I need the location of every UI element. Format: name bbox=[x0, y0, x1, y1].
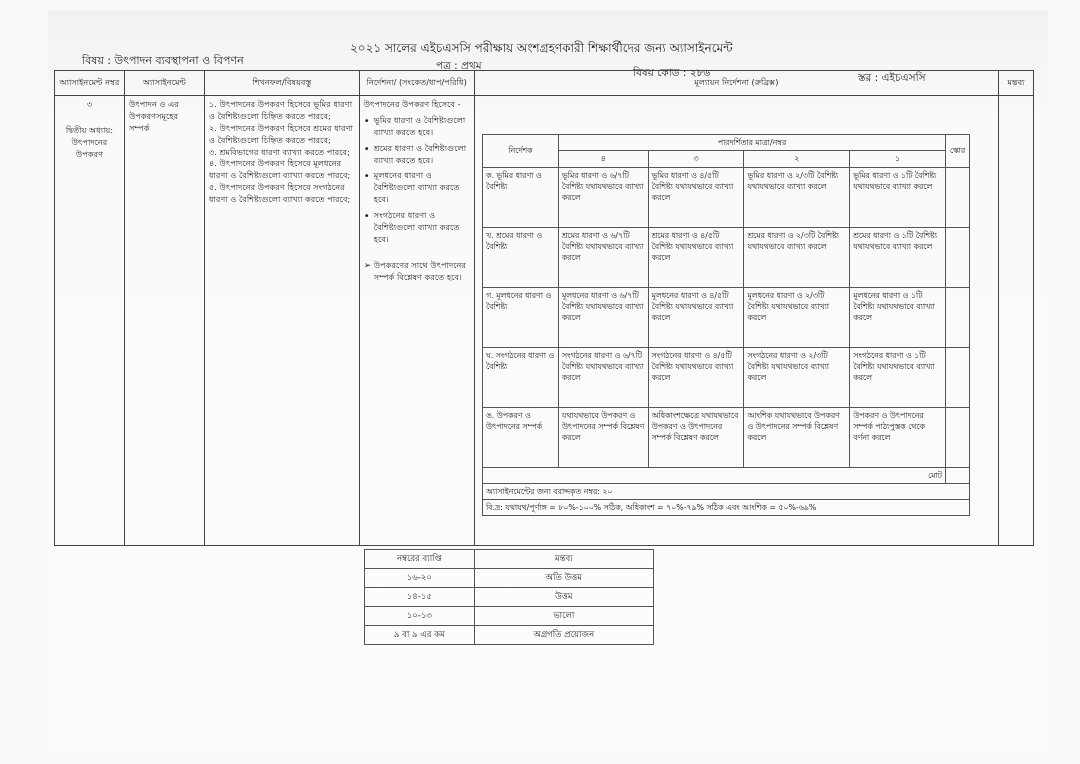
rubric-indicator-header: নির্দেশক bbox=[483, 135, 559, 168]
assignment-no-cell bbox=[55, 96, 125, 546]
header-assignment-no: অ্যাসাইনমেন্ট নম্বর bbox=[55, 71, 125, 96]
rubric-cell: সংগঠনের ধারণা ও ৪/৫টি বৈশিষ্ট্য যথাযথভাবে ব্যাখ্যা করলে bbox=[648, 347, 744, 407]
outcomes-cell bbox=[204, 96, 359, 546]
grade-remark: ভালো bbox=[474, 607, 653, 626]
rubric-indicator: ক. ভূমির ধারণা ও বৈশিষ্ট্য bbox=[483, 167, 559, 227]
rubric-indicator: ঙ. উপকরণ ও উৎপাদনের সম্পর্ক bbox=[483, 407, 559, 467]
rubric-indicator: খ. শ্রমের ধারণা ও বৈশিষ্ট্য bbox=[483, 227, 559, 287]
rubric-cell: ভূমির ধারণা ও ১টি বৈশিষ্ট্য যথাযথভাবে ব্যাখ্যা করলে bbox=[850, 167, 946, 227]
rubric-cell: সংগঠনের ধারণা ও ১টি বৈশিষ্ট্য যথাযথভাবে ব্যাখ্যা করলে bbox=[850, 347, 946, 407]
instruction-item: • সংগঠনের ধারণা ও বৈশিষ্ট্যগুলো ব্যাখ্যা করতে হবে। bbox=[364, 210, 470, 246]
grade-range: ৯ বা ৯ এর কম bbox=[365, 626, 475, 645]
rubric-row bbox=[483, 167, 970, 227]
rubric-cell: ভূমির ধারণা ও ৪/৫টি বৈশিষ্ট্য যথাযথভাবে ব্যাখ্যা করলে bbox=[648, 167, 744, 227]
grade-header-remark: মন্তব্য bbox=[474, 550, 653, 569]
grade-range: ১৬-২০ bbox=[365, 569, 475, 588]
rubric-allotted-row bbox=[483, 483, 970, 499]
instructions-list bbox=[364, 115, 470, 284]
header-assignment: অ্যাসাইনমেন্ট bbox=[124, 71, 204, 96]
rubric-score-cell bbox=[945, 407, 969, 467]
rubric-total-score bbox=[945, 467, 969, 483]
grade-row bbox=[365, 626, 654, 645]
rubric-level-2: ২ bbox=[744, 151, 850, 167]
rubric-row bbox=[483, 347, 970, 407]
grade-remark: অগ্রগতি প্রয়োজন bbox=[474, 626, 653, 645]
outcome-item: ২. উৎপাদনের উপকরণ হিসেবে শ্রমের ধারণা ও বৈশিষ্ট্যগুলো চিহ্নিত করতে পারবে; bbox=[208, 122, 353, 145]
grade-row bbox=[365, 607, 654, 626]
grade-remark: অতি উত্তম bbox=[474, 569, 653, 588]
instruction-item: • ভূমির ধারণা ও বৈশিষ্ট্যগুলো ব্যাখ্যা করতে হবে। bbox=[364, 115, 470, 139]
rubric-cell: ভূমির ধারণা ও ২/৩টি বৈশিষ্ট্য যথাযথভাবে ব্যাখ্যা করলে bbox=[744, 167, 850, 227]
subject-code: বিষয় কোড : ২৮৬ bbox=[633, 67, 711, 79]
grade-row bbox=[365, 588, 654, 607]
grade-header-range: নম্বরের ব্যাপ্তি bbox=[365, 550, 475, 569]
rubric-header-row bbox=[483, 135, 970, 151]
rubric-cell: যথাযথভাবে উপকরণ ও উৎপাদনের সম্পর্ক বিশ্লেষণ করলে bbox=[558, 407, 648, 467]
rubric-cell: অধিকাংশক্ষেত্রে যথাযথভাবে উপকরণ ও উৎপাদনের সম্পর্ক বিশ্লেষণ করলে bbox=[648, 407, 744, 467]
rubric-cell: আংশিক যথাযথভাবে উপকরণ ও উৎপাদনের সম্পর্ক বিশ্লেষণ করলে bbox=[744, 407, 850, 467]
header-remarks: মন্তব্য bbox=[999, 71, 1034, 96]
document-page bbox=[48, 10, 1048, 750]
rubric-note-row bbox=[483, 500, 970, 516]
outcome-item: ১. উৎপাদনের উপকরণ হিসেবে ভূমির ধারণা ও বৈশিষ্ট্যগুলো চিহ্নিত করতে পারবে; bbox=[208, 99, 353, 121]
grade-range: ১০-১৩ bbox=[365, 607, 475, 626]
instructions-intro: উৎপাদনের উপকরণ হিসেবে - bbox=[363, 99, 461, 109]
assignment-number: ৩ bbox=[86, 99, 93, 109]
header-evaluation: মূল্যায়ন নির্দেশনা (রুব্রিক্স) bbox=[474, 71, 998, 96]
rubric-score-header: স্কোর bbox=[945, 135, 969, 168]
rubric-indicator: গ. মূলধনের ধারণা ও বৈশিষ্ট্য bbox=[483, 287, 559, 347]
rubric-score-cell bbox=[945, 167, 969, 227]
remarks-cell bbox=[999, 96, 1034, 546]
rubric-cell: মূলধনের ধারণা ও ৬/৭টি বৈশিষ্ট্য যথাযথভাবে ব্যাখ্যা করলে bbox=[558, 287, 648, 347]
rubric-cell: উপকরণ ও উৎপাদনের সম্পর্ক পাঠ্যপুস্তক থেকে বর্ণনা করলে bbox=[850, 407, 946, 467]
rubric-total-label: মোট bbox=[483, 467, 946, 483]
rubric-cell: সংগঠনের ধারণা ও ৬/৭টি বৈশিষ্ট্য যথাযথভাবে ব্যাখ্যা করলে bbox=[558, 347, 648, 407]
rubric-note: বি.দ্র: যথাযথ/পূর্ণাঙ্গ = ৮০%-১০০% সঠিক, অধিকাংশ = ৭০%-৭৯% সঠিক এবং আংশিক = ৫০%-৬৯% bbox=[483, 500, 970, 516]
rubric-cell: মূলধনের ধারণা ও ৪/৫টি বৈশিষ্ট্য যথাযথভাবে ব্যাখ্যা করলে bbox=[648, 287, 744, 347]
header-instructions: নির্দেশনা/ (সংকেত/ধাপ/পরিধি) bbox=[359, 71, 474, 96]
outcome-item: ৫. উৎপাদনের উপকরণ হিসেবে সংগঠনের ধারণা ও বৈশিষ্ট্যগুলো ব্যাখ্যা করতে পারবে; bbox=[208, 182, 351, 205]
rubric-level-1: ১ bbox=[850, 151, 946, 167]
rubric-cell: মূলধনের ধারণা ও ১টি বৈশিষ্ট্য যথাযথভাবে ব্যাখ্যা করলে bbox=[850, 287, 946, 347]
rubric-cell: শ্রমের ধারণা ও ১টি বৈশিষ্ট্য যথাযথভাবে ব্যাখ্যা করলে bbox=[850, 227, 946, 287]
rubric-level-4: ৪ bbox=[558, 151, 648, 167]
rubric-row bbox=[483, 407, 970, 467]
grade-row bbox=[365, 569, 654, 588]
outcome-item: ৪. উৎপাদনের উপকরণ হিসেবে মূলধনের ধারণা ও বৈশিষ্ট্যগুলো ব্যাখ্যা করতে পারবে; bbox=[208, 158, 351, 181]
rubric-cell: শ্রমের ধারণা ও ৪/৫টি বৈশিষ্ট্য যথাযথভাবে ব্যাখ্যা করলে bbox=[648, 227, 744, 287]
grade-remark: উত্তম bbox=[474, 588, 653, 607]
rubric-level-3: ৩ bbox=[648, 151, 744, 167]
instruction-item: • শ্রমের ধারণা ও বৈশিষ্ট্যগুলো ব্যাখ্যা করতে হবে। bbox=[364, 143, 470, 167]
table-header-row bbox=[55, 71, 1034, 96]
rubric-score-cell bbox=[945, 227, 969, 287]
rubric-score-cell bbox=[945, 347, 969, 407]
rubric-total-row bbox=[483, 467, 970, 483]
rubric-cell: শ্রমের ধারণা ও ২/৩টি বৈশিষ্ট্য যথাযথভাবে ব্যাখ্যা করলে bbox=[744, 227, 850, 287]
rubric-row bbox=[483, 227, 970, 287]
subject-line: বিষয় : উৎপাদন ব্যবস্থাপনা ও বিপণন bbox=[82, 54, 244, 67]
chapter-name: দ্বিতীয় অধ্যায়: উৎপাদনের উপকরণ bbox=[65, 124, 114, 159]
rubric-cell: সংগঠনের ধারণা ও ২/৩টি বৈশিষ্ট্য যথাযথভাবে ব্যাখ্যা করলে bbox=[744, 347, 850, 407]
grade-scale-table bbox=[364, 549, 654, 645]
rubric-row bbox=[483, 287, 970, 347]
rubric-allotted-marks: অ্যাসাইনমেন্টের জন্য বরাদ্দকৃত নম্বর: ২০ bbox=[483, 483, 970, 499]
rubric-table bbox=[482, 134, 970, 516]
rubric-cell: ভূমির ধারণা ও ৬/৭টি বৈশিষ্ট্য যথাযথভাবে ব্যাখ্যা করলে bbox=[558, 167, 648, 227]
rubric-indicator: ঘ. সংগঠনের ধারণা ও বৈশিষ্ট্য bbox=[483, 347, 559, 407]
grade-range: ১৪-১৫ bbox=[365, 588, 475, 607]
rubric-cell: মূলধনের ধারণা ও ২/৩টি বৈশিষ্ট্য যথাযথভাবে ব্যাখ্যা করলে bbox=[744, 287, 850, 347]
rubric-score-cell bbox=[945, 287, 969, 347]
instruction-item-arrow: ➢ উপকরণের সাথে উৎপাদনের সম্পর্ক বিশ্লেষণ করতে হবে। bbox=[364, 260, 470, 284]
rubric-cell: শ্রমের ধারণা ও ৬/৭টি বৈশিষ্ট্য যথাযথভাবে ব্যাখ্যা করলে bbox=[558, 227, 648, 287]
outcome-item: ৩. শ্রমবিভাগের ধারণা ব্যাখ্যা করতে পারবে; bbox=[208, 146, 350, 157]
grade-header-row bbox=[365, 550, 654, 569]
document-title: ২০২১ সালের এইচএসসি পরীক্ষায় অংশগ্রহণকারী শিক্ষার্থীদের জন্য অ্যাসাইনমেন্ট bbox=[350, 41, 733, 55]
assignment-name: উৎপাদন ও এর উপকরণসমূহের সম্পর্ক bbox=[124, 96, 204, 546]
instruction-item: • মূলধনের ধারণা ও বৈশিষ্ট্যগুলো ব্যাখ্যা করতে হবে। bbox=[364, 170, 470, 206]
paper-line: পত্র : প্রথম bbox=[436, 60, 482, 72]
instructions-cell bbox=[359, 96, 474, 546]
level-line: স্তর : এইচএসসি bbox=[858, 72, 926, 84]
rubric-level-header: পারদর্শিতার মাত্রা/নম্বর bbox=[558, 135, 945, 151]
header-outcomes: শিখনফল/বিষয়বস্তু bbox=[204, 71, 359, 96]
